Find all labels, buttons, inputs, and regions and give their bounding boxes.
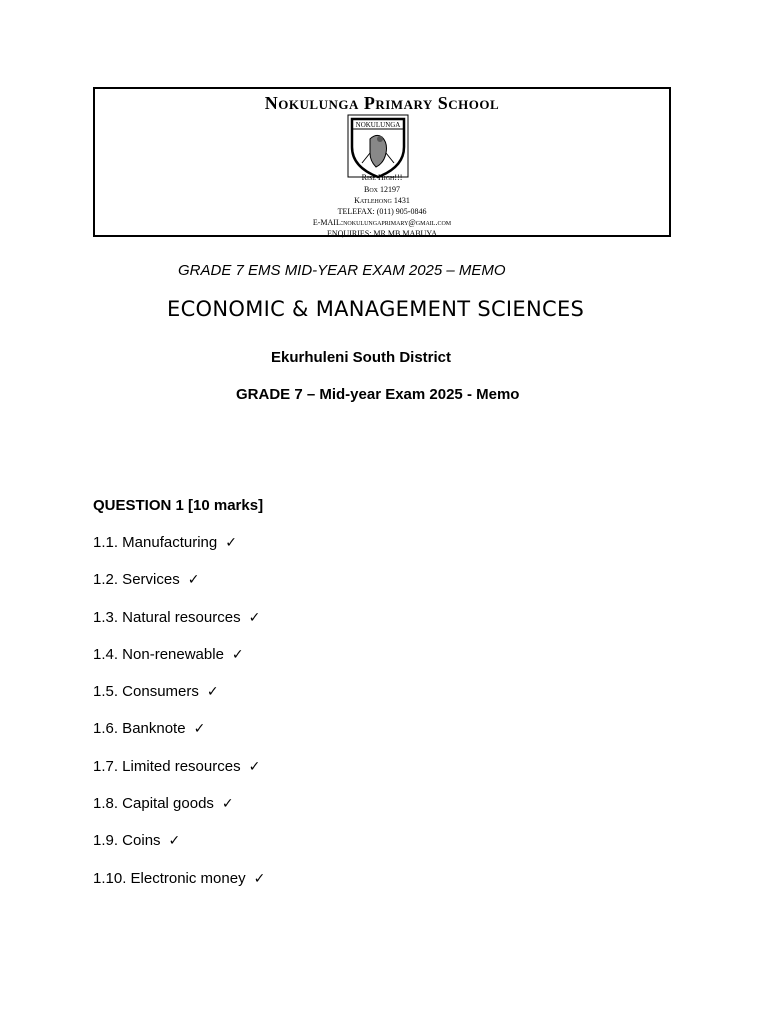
answer-text: 1.1. Manufacturing — [93, 534, 218, 551]
answer-text: 1.2. Services — [93, 571, 180, 589]
exam-subtitle: GRADE 7 EMS MID-YEAR EXAM 2025 – MEMO — [178, 262, 506, 279]
telefax: TELEFAX: (011) 905-0846 — [337, 207, 427, 216]
answer-text: 1.4. Non-renewable — [93, 645, 224, 663]
answer-text: 1.10. Electronic money — [93, 869, 246, 887]
grade-memo-line: GRADE 7 – Mid-year Exam 2025 - Memo — [236, 386, 520, 403]
tick-icon: ✓ — [187, 572, 200, 589]
answer-text: 1.9. Coins — [93, 832, 161, 850]
school-letterhead — [93, 87, 671, 237]
answer-item — [93, 646, 265, 683]
tick-icon: ✓ — [206, 684, 219, 701]
email: E-MAIL:nokulungaprimary@gmail.com — [312, 218, 452, 227]
enquiries: ENQUIRIES: MR MB MABUYA — [326, 229, 437, 238]
question-1-answer-list — [93, 534, 265, 907]
answer-item — [93, 720, 265, 757]
address-box: Box 12197 — [363, 185, 400, 194]
answer-item — [93, 832, 265, 869]
crest-banner-text: NOKULUNGA — [355, 121, 401, 129]
answer-item — [93, 683, 265, 720]
tick-icon: ✓ — [225, 535, 237, 551]
school-motto: Rise High!!! — [361, 173, 403, 182]
answer-text: 1.3. Natural resources — [93, 608, 241, 626]
question-1-heading: QUESTION 1 [10 marks] — [93, 497, 264, 514]
answer-item — [93, 571, 265, 608]
answer-text: 1.8. Capital goods — [93, 795, 214, 813]
tick-icon: ✓ — [248, 609, 261, 626]
tick-icon: ✓ — [221, 796, 234, 813]
tick-icon: ✓ — [248, 758, 261, 775]
tick-icon: ✓ — [253, 870, 266, 887]
answer-text: 1.5. Consumers — [93, 683, 199, 701]
answer-item — [93, 870, 265, 907]
answer-text: 1.6. Banknote — [93, 720, 186, 738]
subject-title: ECONOMIC & MANAGEMENT SCIENCES — [167, 297, 585, 321]
answer-text: 1.7. Limited resources — [93, 757, 241, 775]
tick-icon: ✓ — [168, 833, 181, 850]
school-name: Nokulunga Primary School — [264, 93, 500, 113]
answer-item — [93, 758, 265, 795]
tick-icon: ✓ — [231, 646, 244, 663]
district-name: Ekurhuleni South District — [271, 349, 452, 366]
answer-item — [93, 609, 265, 646]
tick-icon: ✓ — [193, 721, 206, 738]
address-town: Katlehong 1431 — [354, 196, 410, 205]
answer-item — [93, 534, 265, 571]
answer-item — [93, 795, 265, 832]
